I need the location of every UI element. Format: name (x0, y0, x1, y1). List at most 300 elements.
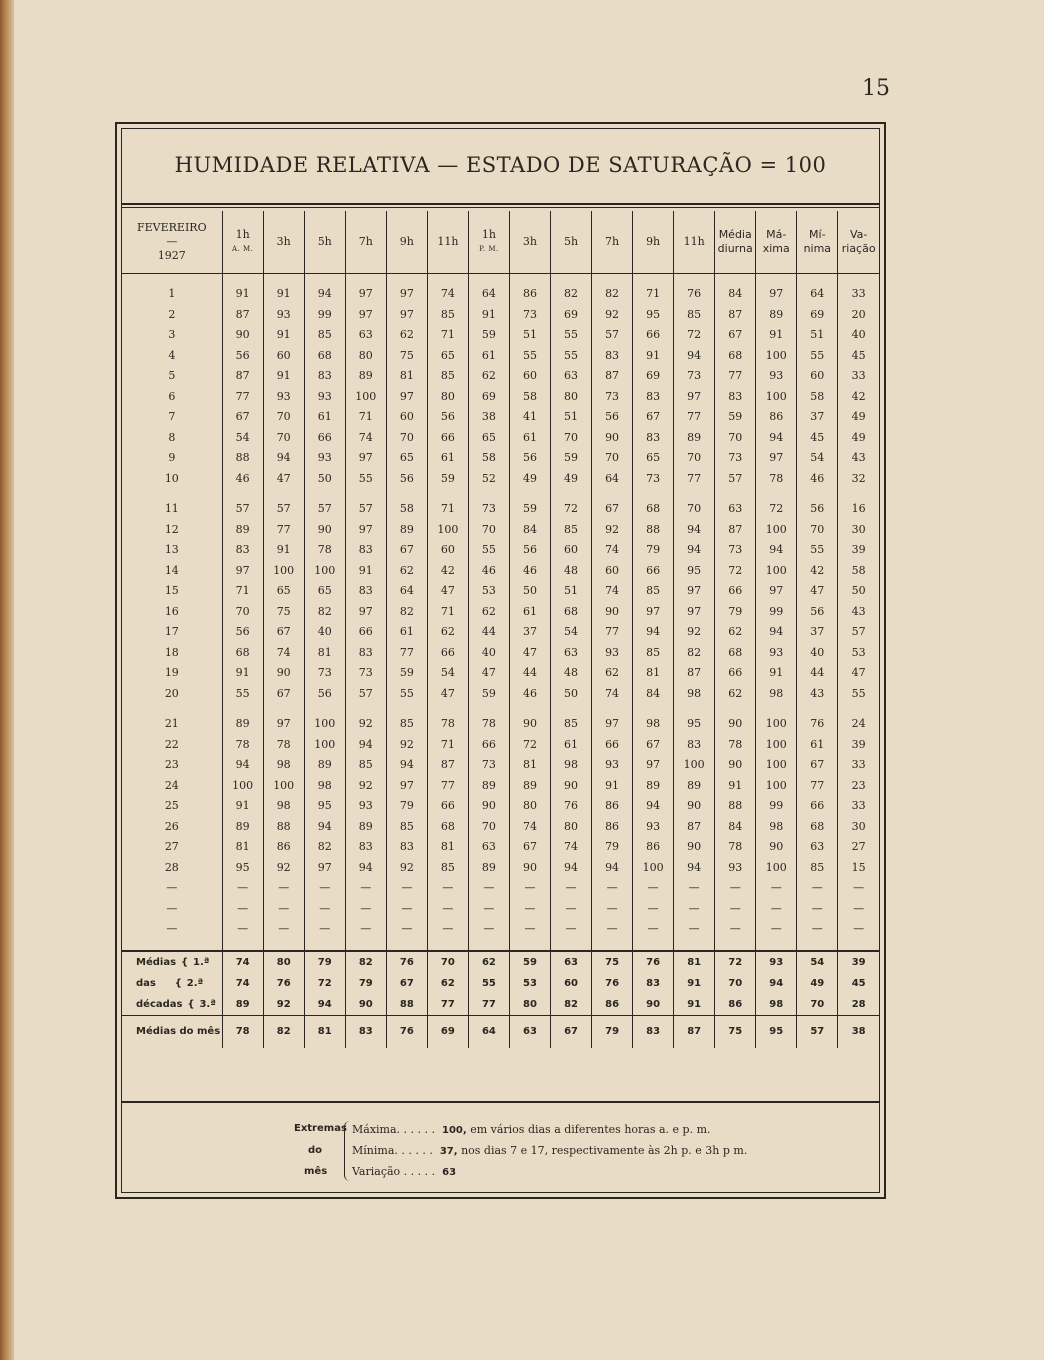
table-row (122, 540, 879, 561)
value-cell: 59 (551, 448, 592, 469)
value-cell: 70 (592, 448, 633, 469)
value-cell: 55 (797, 540, 838, 561)
value-cell: 61 (797, 735, 838, 756)
value-cell: 60 (509, 366, 550, 387)
value-cell: 100 (756, 714, 797, 735)
value-cell: 40 (797, 643, 838, 664)
table-row (122, 796, 879, 817)
value-cell: 42 (797, 561, 838, 582)
table-row (122, 602, 879, 623)
value-cell: 77 (674, 469, 715, 490)
value-cell: 76 (674, 284, 715, 305)
value-cell: 94 (551, 858, 592, 879)
extremes-min-value: 37, (439, 1146, 458, 1157)
value-cell: 74 (345, 428, 386, 449)
value-cell: 80 (345, 346, 386, 367)
value-cell: 94 (674, 858, 715, 879)
value-cell: 66 (715, 663, 756, 684)
value-cell: 99 (304, 305, 345, 326)
value-cell: 57 (838, 622, 879, 643)
value-cell: 47 (797, 581, 838, 602)
value-cell: 85 (633, 643, 674, 664)
summary-value-cell: 62 (468, 951, 509, 973)
day-cell: 13 (164, 543, 179, 556)
value-cell: 91 (468, 305, 509, 326)
value-cell: 81 (427, 837, 468, 858)
value-cell: 61 (386, 622, 427, 643)
value-cell: 64 (592, 469, 633, 490)
value-cell: — (222, 899, 263, 920)
value-cell: — (468, 899, 509, 920)
header-hour: 9h (633, 211, 674, 274)
value-cell: 44 (509, 663, 550, 684)
value-cell: 97 (222, 561, 263, 582)
value-cell: 71 (427, 325, 468, 346)
summary-row-decade-2 (122, 973, 879, 994)
value-cell: 87 (592, 366, 633, 387)
summary-value-cell: 83 (633, 973, 674, 994)
day-cell: 8 (168, 430, 176, 444)
value-cell: 33 (838, 284, 879, 305)
value-cell: 100 (756, 387, 797, 408)
value-cell: 67 (715, 325, 756, 346)
value-cell: — (715, 878, 756, 899)
summary-value-cell: 93 (756, 951, 797, 973)
value-cell: 66 (345, 622, 386, 643)
value-cell: 67 (386, 540, 427, 561)
value-cell: 51 (797, 325, 838, 346)
value-cell: 46 (222, 469, 263, 490)
extremes-max-text: em vários dias a diferentes horas a. e p. m. (470, 1123, 711, 1136)
table-row (122, 622, 879, 643)
value-cell: 100 (222, 776, 263, 797)
value-cell: 66 (633, 561, 674, 582)
value-cell: 90 (263, 663, 304, 684)
value-cell: 46 (468, 561, 509, 582)
value-cell: 68 (715, 643, 756, 664)
value-cell: 67 (633, 735, 674, 756)
extremes-var-row (352, 1165, 456, 1178)
summary-value-cell: 90 (633, 994, 674, 1016)
value-cell: 54 (427, 663, 468, 684)
value-cell: 89 (468, 858, 509, 879)
value-cell: 98 (263, 796, 304, 817)
table-row (122, 878, 879, 899)
value-cell: — (633, 878, 674, 899)
value-cell: 83 (345, 581, 386, 602)
value-cell: 64 (797, 284, 838, 305)
summary-value-cell: 45 (838, 973, 879, 994)
value-cell: 30 (838, 817, 879, 838)
value-cell: 86 (633, 837, 674, 858)
value-cell: 30 (838, 520, 879, 541)
summary-value-cell: 75 (592, 951, 633, 973)
value-cell: 66 (427, 428, 468, 449)
value-cell: 51 (551, 581, 592, 602)
value-cell: 83 (715, 387, 756, 408)
value-cell: 90 (592, 602, 633, 623)
value-cell: 63 (468, 837, 509, 858)
value-cell: — (797, 919, 838, 940)
extremes-min-label: Mínima. . . . . . (352, 1144, 433, 1157)
value-cell: 87 (674, 817, 715, 838)
value-cell: 100 (304, 561, 345, 582)
value-cell: 58 (386, 499, 427, 520)
header-media-diurna: Média diurna (715, 211, 756, 274)
value-cell: 81 (386, 366, 427, 387)
summary-value-cell: 28 (838, 994, 879, 1016)
value-cell: 97 (592, 714, 633, 735)
day-cell: 12 (164, 522, 179, 536)
summary-label: Médias { 1.ª (122, 951, 222, 973)
value-cell: 97 (756, 448, 797, 469)
table-inner-frame (121, 128, 880, 1193)
summary-value-cell: 77 (468, 994, 509, 1016)
value-cell: 98 (756, 817, 797, 838)
value-cell: 98 (263, 755, 304, 776)
day-cell: 3 (168, 328, 176, 341)
value-cell: — (838, 878, 879, 899)
summary-value-cell: 86 (715, 994, 756, 1016)
value-cell: 66 (304, 428, 345, 449)
page-number: 15 (862, 76, 890, 101)
value-cell: 56 (386, 469, 427, 490)
header-hour: 7h (592, 211, 633, 274)
summary-value-cell: 76 (386, 1015, 427, 1048)
value-cell: 99 (756, 796, 797, 817)
summary-value-cell: 70 (797, 994, 838, 1016)
value-cell: 67 (797, 755, 838, 776)
day-cell: 10 (164, 471, 179, 485)
value-cell: 63 (345, 325, 386, 346)
value-cell: 86 (263, 837, 304, 858)
value-cell: 45 (838, 346, 879, 367)
value-cell: 40 (304, 622, 345, 643)
value-cell: 94 (674, 540, 715, 561)
value-cell: 70 (222, 602, 263, 623)
value-cell: — (345, 878, 386, 899)
summary-value-cell: 74 (222, 951, 263, 973)
value-cell: 49 (551, 469, 592, 490)
value-cell: 92 (674, 622, 715, 643)
value-cell: 87 (674, 663, 715, 684)
value-cell: 73 (715, 448, 756, 469)
table-row (122, 714, 879, 735)
value-cell: 63 (797, 837, 838, 858)
value-cell: 88 (263, 817, 304, 838)
value-cell: — (304, 919, 345, 940)
value-cell: 58 (509, 387, 550, 408)
value-cell: 65 (263, 581, 304, 602)
value-cell: — (838, 919, 879, 940)
value-cell: — (345, 919, 386, 940)
value-cell: 42 (838, 387, 879, 408)
value-cell: 70 (674, 448, 715, 469)
summary-value-cell: 60 (551, 973, 592, 994)
value-cell: 91 (715, 776, 756, 797)
value-cell: — (468, 919, 509, 940)
value-cell: 42 (427, 561, 468, 582)
value-cell: 83 (633, 428, 674, 449)
value-cell: 78 (468, 714, 509, 735)
value-cell: 93 (345, 796, 386, 817)
value-cell: 85 (427, 366, 468, 387)
summary-value-cell: 80 (509, 994, 550, 1016)
value-cell: — (345, 899, 386, 920)
value-cell: 55 (345, 469, 386, 490)
day-cell: 17 (164, 625, 179, 638)
value-cell: 55 (797, 346, 838, 367)
day-cell: 16 (164, 604, 179, 618)
value-cell: 100 (263, 561, 304, 582)
value-cell: 47 (509, 643, 550, 664)
value-cell: 51 (509, 325, 550, 346)
value-cell: 20 (838, 305, 879, 326)
value-cell: 85 (386, 714, 427, 735)
table-row (122, 684, 879, 705)
day-cell: 20 (164, 686, 179, 700)
value-cell: 82 (674, 643, 715, 664)
value-cell: 90 (509, 714, 550, 735)
value-cell: 70 (797, 520, 838, 541)
value-cell: 77 (386, 643, 427, 664)
value-cell: — (674, 919, 715, 940)
day-cell: 27 (164, 840, 179, 853)
value-cell: 15 (838, 858, 879, 879)
summary-row-decade-1 (122, 951, 879, 973)
value-cell: 94 (304, 284, 345, 305)
header-hour: 3h (263, 211, 304, 274)
summary-label: décadas { 3.ª (136, 998, 216, 1010)
value-cell: 56 (509, 448, 550, 469)
value-cell: 56 (427, 407, 468, 428)
value-cell: 91 (263, 325, 304, 346)
value-cell: 72 (674, 325, 715, 346)
table-body (122, 274, 879, 951)
extremes-var-value: 63 (442, 1167, 457, 1178)
value-cell: — (592, 878, 633, 899)
value-cell: 81 (222, 837, 263, 858)
value-cell: 80 (427, 387, 468, 408)
value-cell: 100 (427, 520, 468, 541)
value-cell: 49 (509, 469, 550, 490)
extremes-section (122, 1101, 879, 1103)
value-cell: 67 (263, 684, 304, 705)
value-cell: 99 (756, 602, 797, 623)
day-cell: 21 (164, 717, 179, 730)
value-cell: 50 (838, 581, 879, 602)
extremes-var-label: Variação . . . . . (352, 1165, 436, 1178)
table-row (122, 817, 879, 838)
value-cell: 95 (633, 305, 674, 326)
day-cell: 5 (168, 369, 176, 382)
table-row (122, 387, 879, 408)
extremes-min-text: nos dias 7 e 17, respectivamente às 2h p. e 3h p m. (461, 1144, 748, 1157)
value-cell: 98 (756, 684, 797, 705)
summary-value-cell: 39 (838, 951, 879, 973)
value-cell: 83 (345, 643, 386, 664)
value-cell: 87 (222, 366, 263, 387)
header-month: FEVEREIRO (137, 221, 207, 234)
value-cell: 68 (427, 817, 468, 838)
table-row (122, 469, 879, 490)
summary-value-cell: 76 (263, 973, 304, 994)
summary-value-cell: 80 (263, 951, 304, 973)
table-frame (115, 122, 886, 1199)
value-cell: — (222, 878, 263, 899)
value-cell: 50 (509, 581, 550, 602)
value-cell: 89 (222, 520, 263, 541)
value-cell: — (592, 919, 633, 940)
value-cell: 93 (304, 387, 345, 408)
summary-value-cell: 63 (509, 1015, 550, 1048)
value-cell: 91 (756, 663, 797, 684)
value-cell: 66 (427, 796, 468, 817)
summary-value-cell: 67 (386, 973, 427, 994)
value-cell: 93 (592, 755, 633, 776)
value-cell: 89 (345, 817, 386, 838)
summary-value-cell: 81 (674, 951, 715, 973)
value-cell: 93 (756, 366, 797, 387)
summary-value-cell: 70 (715, 973, 756, 994)
extremes-label-2: do (308, 1145, 323, 1156)
summary-value-cell: 95 (756, 1015, 797, 1048)
value-cell: — (797, 899, 838, 920)
value-cell: 81 (509, 755, 550, 776)
value-cell: 76 (551, 796, 592, 817)
value-cell: 49 (838, 407, 879, 428)
value-cell: 38 (468, 407, 509, 428)
value-cell: 66 (427, 643, 468, 664)
value-cell: 64 (468, 284, 509, 305)
value-cell: 79 (715, 602, 756, 623)
summary-value-cell: 74 (222, 973, 263, 994)
value-cell: 70 (468, 817, 509, 838)
value-cell: 74 (592, 540, 633, 561)
value-cell: 100 (304, 714, 345, 735)
summary-value-cell: 83 (633, 1015, 674, 1048)
value-cell: 70 (386, 428, 427, 449)
header-month-cell (122, 211, 222, 274)
value-cell: 77 (715, 366, 756, 387)
summary-value-cell: 62 (427, 973, 468, 994)
value-cell: — (509, 919, 550, 940)
value-cell: 97 (345, 602, 386, 623)
title-rule-secondary (122, 207, 879, 208)
table-row (122, 919, 879, 940)
value-cell: 62 (427, 622, 468, 643)
day-cell: 2 (168, 307, 176, 321)
summary-value-cell: 49 (797, 973, 838, 994)
summary-value-cell: 55 (468, 973, 509, 994)
header-minima: Mí- nima (797, 211, 838, 274)
value-cell: 90 (509, 858, 550, 879)
value-cell: 57 (263, 499, 304, 520)
value-cell: 90 (715, 714, 756, 735)
value-cell: 91 (263, 366, 304, 387)
value-cell: 87 (222, 305, 263, 326)
table-row (122, 735, 879, 756)
header-hour: 11h (674, 211, 715, 274)
value-cell: 68 (715, 346, 756, 367)
value-cell: 60 (263, 346, 304, 367)
value-cell: 94 (263, 448, 304, 469)
summary-value-cell: 87 (674, 1015, 715, 1048)
value-cell: 80 (509, 796, 550, 817)
value-cell: 89 (304, 755, 345, 776)
value-cell: 68 (551, 602, 592, 623)
day-cell: 1 (168, 287, 176, 300)
value-cell: — (468, 878, 509, 899)
value-cell: 82 (386, 602, 427, 623)
value-cell: 91 (345, 561, 386, 582)
summary-label: das { 2.ª (136, 977, 204, 989)
value-cell: 98 (551, 755, 592, 776)
day-cell: 7 (168, 410, 176, 423)
value-cell: 71 (222, 581, 263, 602)
value-cell: 74 (427, 284, 468, 305)
value-cell: 78 (715, 735, 756, 756)
value-cell: 100 (756, 858, 797, 879)
value-cell: 59 (509, 499, 550, 520)
summary-value-cell: 70 (427, 951, 468, 973)
value-cell: 61 (551, 735, 592, 756)
table-summary (122, 951, 879, 1048)
value-cell: 33 (838, 366, 879, 387)
value-cell: 100 (674, 755, 715, 776)
value-cell: 66 (592, 735, 633, 756)
value-cell: — (386, 919, 427, 940)
day-cell: 23 (164, 758, 179, 771)
value-cell: 60 (427, 540, 468, 561)
value-cell: 83 (304, 366, 345, 387)
value-cell: 56 (797, 602, 838, 623)
value-cell: 61 (427, 448, 468, 469)
value-cell: 77 (592, 622, 633, 643)
summary-value-cell: 77 (427, 994, 468, 1016)
value-cell: — (386, 899, 427, 920)
value-cell: 16 (838, 499, 879, 520)
value-cell: 63 (551, 366, 592, 387)
value-cell: 43 (838, 602, 879, 623)
day-cell: 18 (164, 645, 179, 659)
value-cell: 92 (592, 520, 633, 541)
value-cell: 73 (509, 305, 550, 326)
value-cell: 83 (345, 540, 386, 561)
value-cell: 65 (304, 581, 345, 602)
value-cell: 85 (427, 305, 468, 326)
value-cell: 40 (468, 643, 509, 664)
value-cell: — (756, 919, 797, 940)
value-cell: 97 (386, 305, 427, 326)
value-cell: 32 (838, 469, 879, 490)
value-cell: 81 (304, 643, 345, 664)
value-cell: 54 (551, 622, 592, 643)
summary-value-cell: 79 (345, 973, 386, 994)
value-cell: 100 (304, 735, 345, 756)
summary-value-cell: 78 (222, 1015, 263, 1048)
value-cell: 93 (263, 305, 304, 326)
value-cell: 46 (797, 469, 838, 490)
value-cell: 85 (304, 325, 345, 346)
day-cell: 25 (164, 799, 179, 812)
value-cell: 63 (551, 643, 592, 664)
value-cell: 65 (386, 448, 427, 469)
value-cell: — (674, 878, 715, 899)
day-cell: 6 (168, 389, 176, 403)
day-cell: 9 (168, 451, 176, 464)
value-cell: 98 (633, 714, 674, 735)
